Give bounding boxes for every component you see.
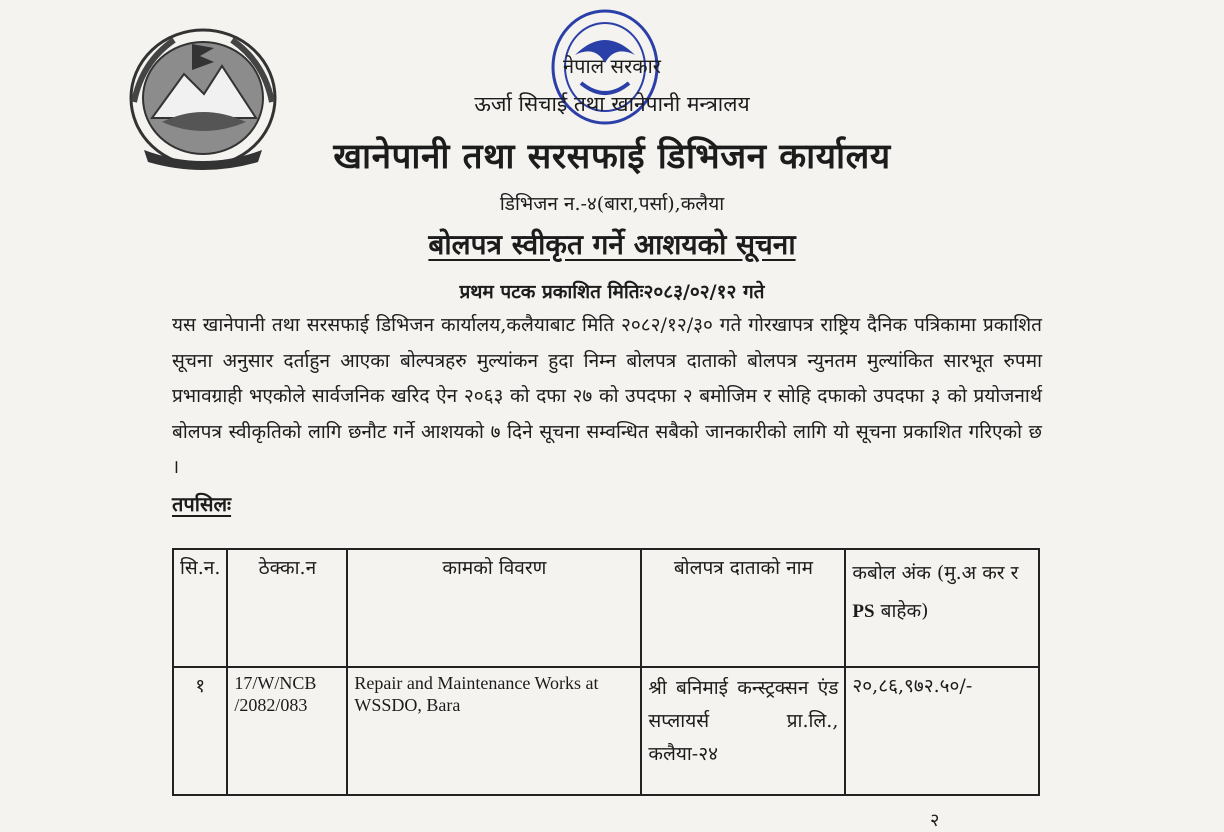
row-bidder: श्री बनिमाई कन्स्ट्रक्सन एंड सप्लायर्स प्रा.लि., कलैया-२४ [641,667,845,795]
table-row [173,667,1039,795]
header-bidder: बोलपत्र दाताको नाम [641,549,845,667]
notice-body: यस खानेपानी तथा सरसफाई डिभिजन कार्यालय,कलैयाबाट मिति २०८२/१२/३० गते गोरखापत्र राष्ट्रिय दैनिक पत्रिकामा प्रकाशित सूचना अनुसार दर्ताहुन आएका बोल्पत्रहरु मुल्यांकन हुदा निम्न बोलपत्र दाताको बोलपत्र न्युनतम मुल्यांकित सारभूत रुपमा प्रभावग्राही भएकोले सार्वजनिक खरिद ऐन २०६३ को दफा २७ को उपदफा २ बमोजिम र सोहि दफाको उपदफा ३ को प्रयोजनार्थ बोलपत्र स्वीकृतिको लागि छनौट गर्ने आशयको ७ दिने सूचना सम्वन्धित सबैको जानकारीको लागि यो सूचना प्रकाशित गरिएको छ । [172,314,1042,478]
header-amount-ps: PS [852,601,875,622]
row-description: Repair and Maintenance Works at WSSDO, Bara [347,667,641,795]
header-description: कामको विवरण [347,549,641,667]
published-date: प्रथम पटक प्रकाशित मितिः२०८३/०२/१२ गते [459,281,765,303]
office-name: खानेपानी तथा सरसफाई डिभिजन कार्यालय [333,136,891,177]
header-amount-pre: कबोल अंक (मु.अ कर र [852,562,1019,584]
header-amount [845,549,1039,667]
header-amount-post: बाहेक) [874,600,929,622]
header-sn: सि.न. [173,549,227,667]
row-contract-no: 17/W/NCB /2082/083 [227,667,347,795]
notice-title: बोलपत्र स्वीकृत गर्ने आशयको सूचना [428,228,796,261]
details-label: तपसिलः [172,492,232,516]
bid-table [172,548,1040,796]
division-name: डिभिजन न.-४(बारा,पर्सा),कलैया [499,193,725,215]
row-sn: १ [173,667,227,795]
table-header-row [173,549,1039,667]
ministry-name: ऊर्जा सिचाई तथा खानेपानी मन्त्रालय [474,92,750,116]
row-amount: २०,८६,९७२.५०/- [845,667,1039,795]
page-number: २ [930,810,940,831]
government-name: नेपाल सरकार [563,54,661,78]
header-contract-no: ठेक्का.न [227,549,347,667]
